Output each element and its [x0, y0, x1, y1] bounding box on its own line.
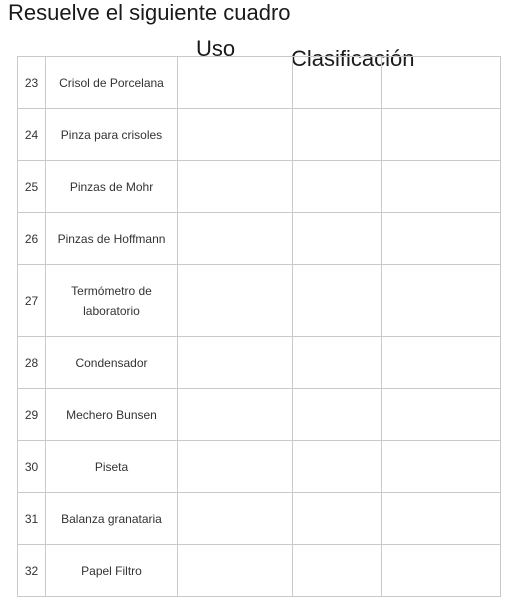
clasificacion-cell[interactable]: [293, 493, 382, 545]
instrument-name: Mechero Bunsen: [46, 389, 178, 441]
table-row: [18, 493, 501, 545]
extra-cell[interactable]: [382, 57, 501, 109]
table-row: [18, 109, 501, 161]
instrument-name: Pinza para crisoles: [46, 109, 178, 161]
row-number: 32: [18, 545, 46, 597]
row-number: 30: [18, 441, 46, 493]
row-number: 28: [18, 337, 46, 389]
row-number: 24: [18, 109, 46, 161]
instrument-name: Papel Filtro: [46, 545, 178, 597]
row-number: 29: [18, 389, 46, 441]
extra-cell[interactable]: [382, 213, 501, 265]
clasificacion-cell[interactable]: [293, 389, 382, 441]
uso-cell[interactable]: [178, 545, 293, 597]
instrument-name: Condensador: [46, 337, 178, 389]
instrument-name: Piseta: [46, 441, 178, 493]
extra-cell[interactable]: [382, 161, 501, 213]
extra-cell[interactable]: [382, 493, 501, 545]
clasificacion-cell[interactable]: [293, 213, 382, 265]
worksheet-table: [17, 56, 501, 597]
instrument-name: Pinzas de Mohr: [46, 161, 178, 213]
table-row: [18, 213, 501, 265]
clasificacion-cell[interactable]: [293, 57, 382, 109]
instrument-name: Balanza granataria: [46, 493, 178, 545]
row-number: 31: [18, 493, 46, 545]
clasificacion-cell[interactable]: [293, 161, 382, 213]
extra-cell[interactable]: [382, 265, 501, 337]
extra-cell[interactable]: [382, 337, 501, 389]
column-header-uso: Uso: [196, 36, 236, 61]
uso-cell[interactable]: [178, 213, 293, 265]
clasificacion-cell[interactable]: [293, 545, 382, 597]
row-number: 25: [18, 161, 46, 213]
uso-cell[interactable]: [178, 109, 293, 161]
uso-cell[interactable]: [178, 337, 293, 389]
row-number: 26: [18, 213, 46, 265]
uso-cell[interactable]: [178, 265, 293, 337]
uso-cell[interactable]: [178, 57, 293, 109]
instrument-name: Termómetro de laboratorio: [46, 265, 178, 337]
column-header-clasificacion: Clasificación: [291, 46, 415, 71]
table-row: [18, 265, 501, 337]
clasificacion-cell[interactable]: [293, 265, 382, 337]
extra-cell[interactable]: [382, 545, 501, 597]
instrument-name: Crisol de Porcelana: [46, 57, 178, 109]
uso-cell[interactable]: [178, 441, 293, 493]
extra-cell[interactable]: [382, 389, 501, 441]
table-row: [18, 441, 501, 493]
uso-cell[interactable]: [178, 389, 293, 441]
table-row: [18, 57, 501, 109]
table-row: [18, 545, 501, 597]
extra-cell[interactable]: [382, 441, 501, 493]
table-row: [18, 161, 501, 213]
row-number: 23: [18, 57, 46, 109]
clasificacion-cell[interactable]: [293, 441, 382, 493]
table-row: [18, 389, 501, 441]
uso-cell[interactable]: [178, 493, 293, 545]
table-row: [18, 337, 501, 389]
extra-cell[interactable]: [382, 109, 501, 161]
uso-cell[interactable]: [178, 161, 293, 213]
clasificacion-cell[interactable]: [293, 337, 382, 389]
row-number: 27: [18, 265, 46, 337]
clasificacion-cell[interactable]: [293, 109, 382, 161]
instrument-name: Pinzas de Hoffmann: [46, 213, 178, 265]
page-title: Resuelve el siguiente cuadro: [8, 0, 291, 25]
